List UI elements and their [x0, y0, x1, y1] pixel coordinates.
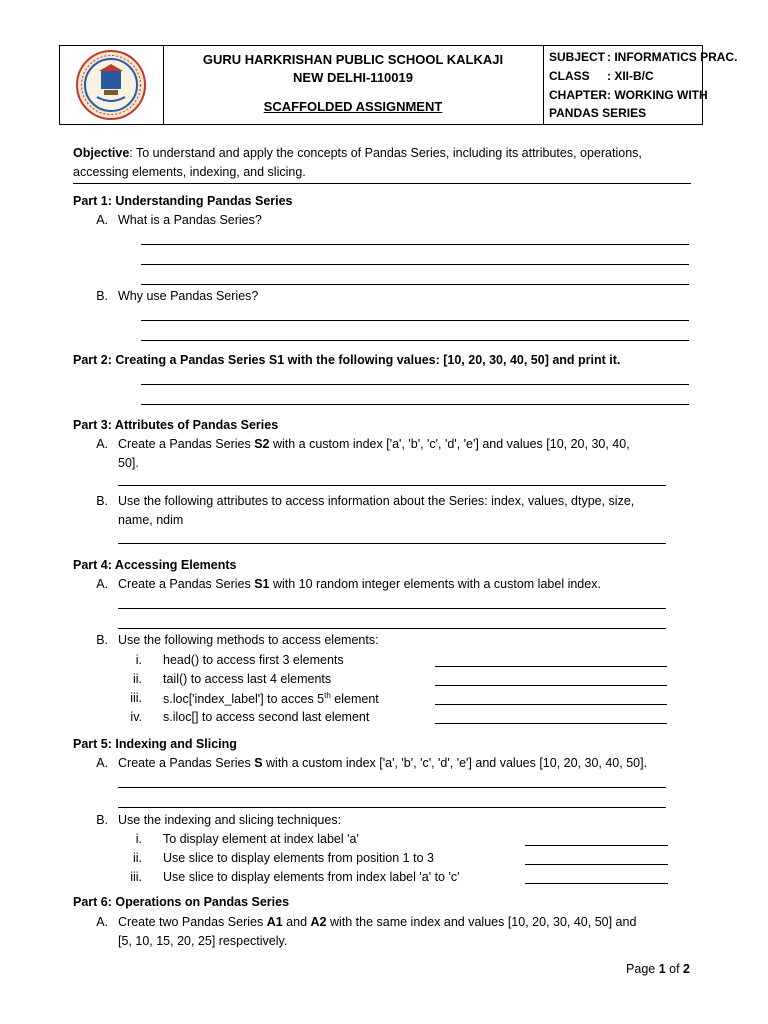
- list-number: iv.: [130, 710, 142, 724]
- subject-value: : INFORMATICS PRAC.: [607, 50, 738, 64]
- school-address: NEW DELHI-110019: [293, 70, 413, 85]
- part1-a-question: What is a Pandas Series?: [118, 213, 262, 227]
- part3-b-label: B.: [96, 494, 108, 508]
- page-number: Page 1 of 2: [626, 962, 690, 976]
- answer-line[interactable]: [435, 723, 667, 724]
- part3-a-label: A.: [96, 437, 108, 451]
- part3-b-question-line-1: Use the following attributes to access information about the Series: index, values, dtype, size,: [118, 494, 635, 508]
- chapter-value: : WORKING WITH: [607, 88, 708, 102]
- assignment-title: SCAFFOLDED ASSIGNMENT: [263, 99, 443, 114]
- part6-a-question-line-2: [5, 10, 15, 20, 25] respectively.: [118, 934, 288, 948]
- list-number: i.: [135, 832, 142, 846]
- answer-line[interactable]: [118, 807, 666, 808]
- header-table: [59, 45, 738, 125]
- list-item-text: Use slice to display elements from index label 'a' to 'c': [163, 870, 460, 884]
- list-item-text: To display element at index label 'a': [163, 832, 359, 846]
- part5-b-question: Use the indexing and slicing techniques:: [118, 813, 342, 827]
- list-item-text: s.loc['index_label'] to acces 5th element: [163, 691, 379, 707]
- objective-divider: [73, 183, 691, 184]
- part6-a-label: A.: [96, 915, 108, 929]
- objective-line-2: accessing elements, indexing, and slicing.: [73, 165, 306, 179]
- answer-line[interactable]: [118, 543, 666, 544]
- part5-title: Part 5: Indexing and Slicing: [73, 737, 237, 751]
- answer-line[interactable]: [118, 787, 666, 788]
- answer-line[interactable]: [435, 666, 667, 667]
- answer-line[interactable]: [435, 685, 667, 686]
- part4-a-label: A.: [96, 577, 108, 591]
- class-label: CLASS: [549, 69, 590, 83]
- answer-line[interactable]: [141, 320, 689, 321]
- part5-a-question: Create a Pandas Series S with a custom index ['a', 'b', 'c', 'd', 'e'] and values [10, 20, 30, 40, 50].: [118, 756, 648, 770]
- list-number: iii.: [130, 870, 142, 884]
- objective-label: Objective: [73, 146, 130, 160]
- chapter-label: CHAPTER: [549, 88, 608, 102]
- answer-line[interactable]: [141, 340, 689, 341]
- answer-line[interactable]: [141, 244, 689, 245]
- answer-line[interactable]: [525, 883, 668, 884]
- subject-info-cell: [544, 46, 738, 124]
- list-number: iii.: [130, 691, 142, 705]
- list-number: ii.: [132, 672, 142, 686]
- list-item-text: tail() to access last 4 elements: [163, 672, 332, 686]
- answer-line[interactable]: [141, 384, 689, 385]
- part5-b-label: B.: [96, 813, 108, 827]
- subject-label: SUBJECT: [549, 50, 606, 64]
- part4-a-question: Create a Pandas Series S1 with 10 random integer elements with a custom label index.: [118, 577, 601, 591]
- part3-b-question-line-2: name, ndim: [118, 513, 184, 527]
- part6-a-question-line-1: Create two Pandas Series A1 and A2 with the same index and values [10, 20, 30, 40, 50] and: [118, 915, 637, 929]
- answer-line[interactable]: [141, 404, 689, 405]
- part1-b-question: Why use Pandas Series?: [118, 289, 259, 303]
- answer-line[interactable]: [118, 608, 666, 609]
- part3-a-question-line-2: 50].: [118, 456, 139, 470]
- answer-line[interactable]: [435, 704, 667, 705]
- answer-line[interactable]: [118, 485, 666, 486]
- list-number: ii.: [132, 851, 142, 865]
- chapter-value-2: PANDAS SERIES: [549, 106, 647, 120]
- list-number: i.: [135, 653, 142, 667]
- part3-title: Part 3: Attributes of Pandas Series: [73, 418, 279, 432]
- class-value: : XII-B/C: [607, 69, 654, 83]
- answer-line[interactable]: [525, 864, 668, 865]
- answer-line[interactable]: [141, 284, 689, 285]
- part4-b-question: Use the following methods to access elements:: [118, 633, 379, 647]
- part1-b-label: B.: [96, 289, 108, 303]
- list-item-text: Use slice to display elements from position 1 to 3: [163, 851, 434, 865]
- part2-title: Part 2: Creating a Pandas Series S1 with the following values: [10, 20, 30, 40, 50] and print it.: [73, 353, 621, 367]
- part6-title: Part 6: Operations on Pandas Series: [73, 895, 290, 909]
- answer-line[interactable]: [141, 264, 689, 265]
- part1-title: Part 1: Understanding Pandas Series: [73, 194, 293, 208]
- school-logo-icon: [71, 49, 151, 121]
- logo-cell: [60, 46, 164, 124]
- part4-b-label: B.: [96, 633, 108, 647]
- part4-title: Part 4: Accessing Elements: [73, 558, 237, 572]
- part5-a-label: A.: [96, 756, 108, 770]
- objective-line-1: Objective: To understand and apply the concepts of Pandas Series, including its attributes, operations,: [73, 146, 642, 160]
- school-name: GURU HARKRISHAN PUBLIC SCHOOL KALKAJI: [202, 52, 504, 67]
- part3-a-question-line-1: Create a Pandas Series S2 with a custom index ['a', 'b', 'c', 'd', 'e'] and values [10, 20, 30, 40,: [118, 437, 630, 451]
- part1-a-label: A.: [96, 213, 108, 227]
- answer-line[interactable]: [118, 628, 666, 629]
- school-info-cell: [163, 46, 544, 124]
- answer-line[interactable]: [525, 845, 668, 846]
- list-item-text: head() to access first 3 elements: [163, 653, 344, 667]
- list-item-text: s.iloc[] to access second last element: [163, 710, 370, 724]
